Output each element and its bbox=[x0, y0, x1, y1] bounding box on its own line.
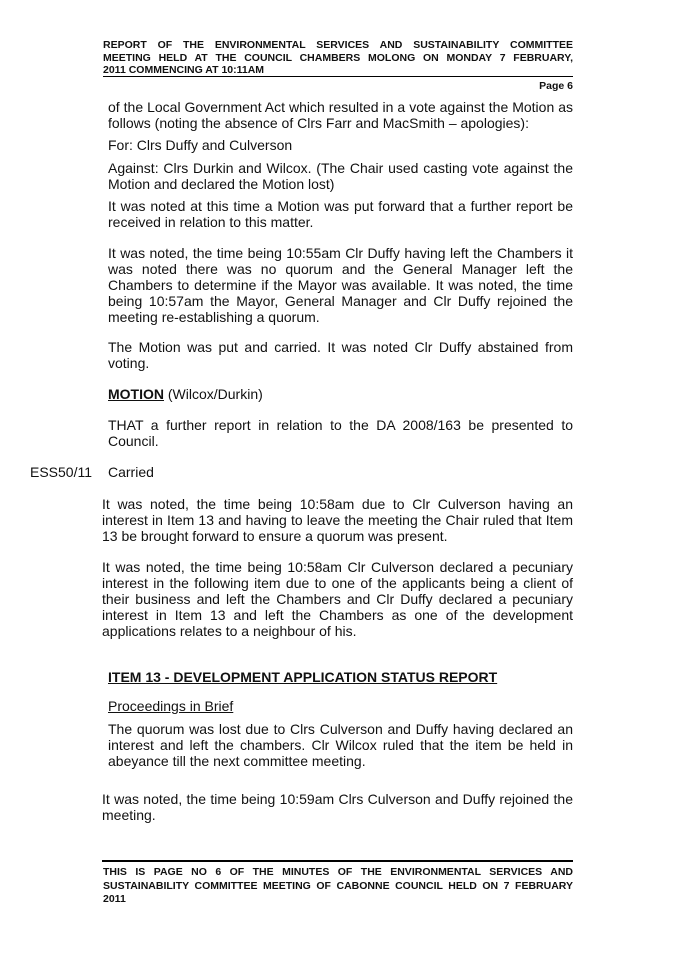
item-heading: ITEM 13 - DEVELOPMENT APPLICATION STATUS REPORT bbox=[108, 669, 498, 685]
paragraph-quorum: It was noted, the time being 10:55am Clr Duffy having left the Chambers it was noted there was no quorum and the General Manager left the Chambers to determine if the Mayor was available. It was noted, the time being 10:57am the Mayor, General Manager and Clr Duffy rejoined the meeting re-establishing a quorum. bbox=[108, 245, 573, 325]
paragraph-rejoined: It was noted, the time being 10:59am Clrs Culverson and Duffy rejoined the meeting. bbox=[102, 791, 573, 823]
page-number: Page 6 bbox=[539, 80, 573, 92]
paragraph-against: Against: Clrs Durkin and Wilcox. (The Chair used casting vote against the Motion and declared the Motion lost) bbox=[108, 160, 573, 192]
header-divider bbox=[103, 76, 573, 77]
paragraph-motion-forward: It was noted at this time a Motion was put forward that a further report be received in relation to this matter. bbox=[108, 198, 573, 230]
paragraph-for: For: Clrs Duffy and Culverson bbox=[108, 137, 293, 153]
footer-divider bbox=[102, 860, 573, 862]
header-line-1: REPORT OF THE ENVIRONMENTAL SERVICES AND SUSTAINABILITY COMMITTEE bbox=[103, 39, 573, 51]
header-line-3: 2011 COMMENCING AT 10:11AM bbox=[103, 64, 265, 76]
proceedings-heading: Proceedings in Brief bbox=[108, 698, 234, 714]
carried-label: Carried bbox=[108, 464, 154, 480]
paragraph-vote: of the Local Government Act which resulted in a vote against the Motion as follows (noting the absence of Clrs Farr and MacSmith – apologies): bbox=[108, 99, 573, 131]
motion-movers: (Wilcox/Durkin) bbox=[164, 386, 263, 402]
motion-label: MOTION bbox=[108, 386, 164, 402]
motion-text: THAT a further report in relation to the DA 2008/163 be presented to Council. bbox=[108, 417, 573, 449]
header-line-2: MEETING HELD AT THE COUNCIL CHAMBERS MOLONG ON MONDAY 7 FEBRUARY, bbox=[103, 51, 573, 64]
motion-heading bbox=[108, 386, 573, 402]
report-header bbox=[103, 39, 573, 77]
paragraph-quorum-lost: The quorum was lost due to Clrs Culverson and Duffy having declared an interest and left the chambers. Clr Wilcox ruled that the item be held in abeyance till the next committee meeting. bbox=[108, 721, 573, 769]
resolution-number: ESS50/11 bbox=[30, 464, 93, 480]
paragraph-pecuniary: It was noted, the time being 10:58am Clr Culverson declared a pecuniary interest in the following item due to one of the applicants being a client of their business and left the Chambers and Clr Duffy declared a pecuniary interest in Item 13 and left the Chambers as one of the development applications relates to a neighbour of his. bbox=[102, 559, 573, 639]
footer-text: THIS IS PAGE NO 6 OF THE MINUTES OF THE ENVIRONMENTAL SERVICES AND SUSTAINABILITY COMMITTEE MEETING OF CABONNE COUNCIL HELD ON 7 FEBRUARY 2011 bbox=[103, 866, 573, 905]
paragraph-item13-forward: It was noted, the time being 10:58am due to Clr Culverson having an interest in Item 13 and having to leave the meeting the Chair ruled that Item 13 be brought forward to ensure a quorum was present. bbox=[102, 496, 573, 544]
paragraph-motion-carried: The Motion was put and carried. It was noted Clr Duffy abstained from voting. bbox=[108, 339, 573, 371]
